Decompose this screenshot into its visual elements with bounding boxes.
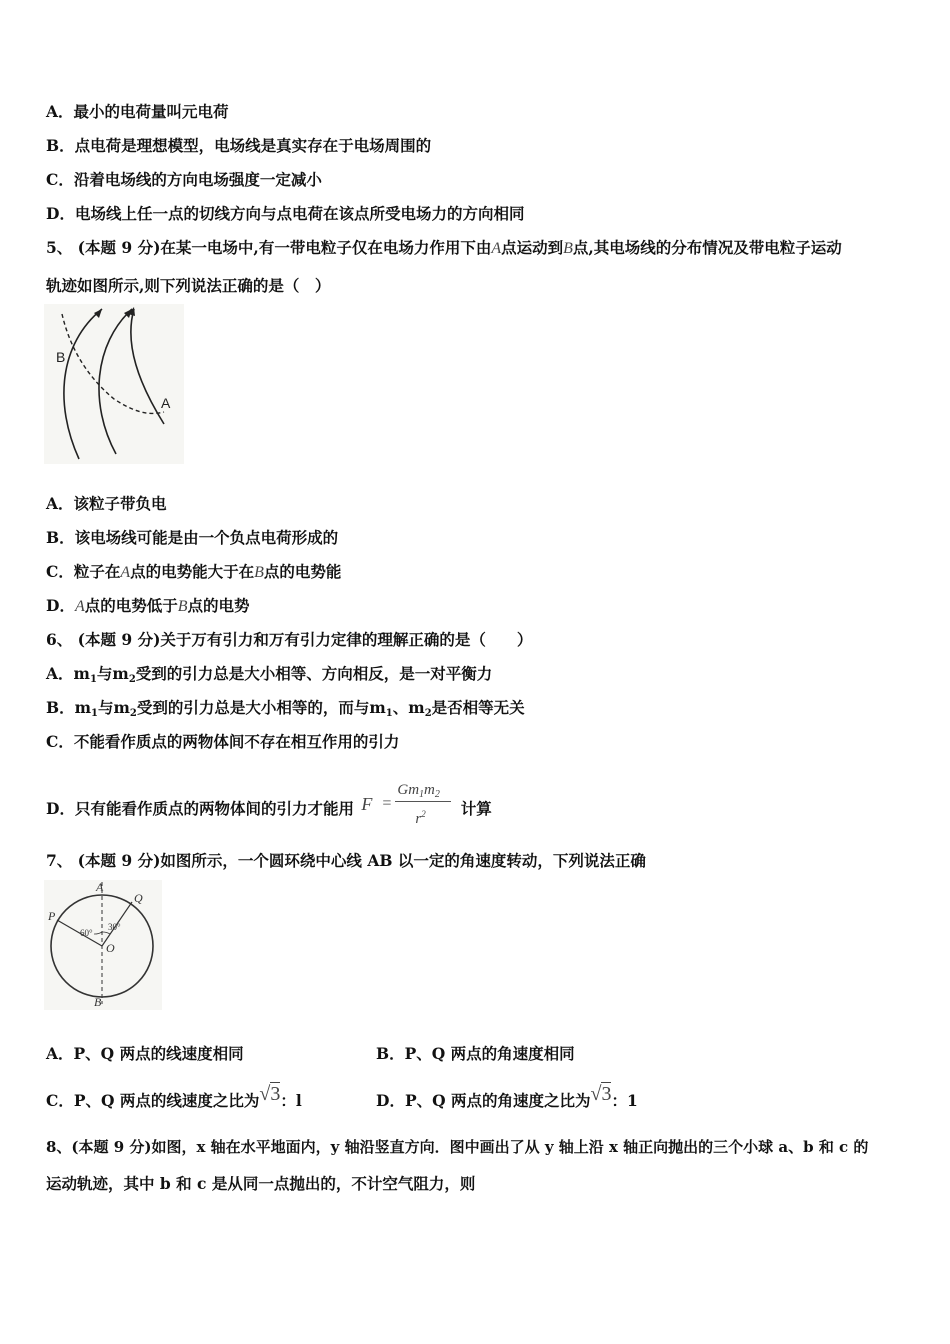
- m: m: [112, 664, 129, 683]
- formula-eq: =: [381, 795, 393, 812]
- rotating-ring-figure: [44, 880, 162, 1010]
- q7-d-part: ：1: [611, 1091, 638, 1110]
- q5-option-b: B．该电场线可能是由一个负点电荷形成的: [46, 528, 339, 547]
- sub-1: 1: [89, 674, 97, 685]
- fig-label-p: P: [48, 909, 56, 923]
- q5-option-c: [46, 562, 341, 583]
- q6-stem: 6、 (本题 9 分)关于万有引力和万有引力定律的理解正确的是（ ）: [46, 630, 533, 649]
- radicand: 3: [601, 1083, 612, 1105]
- q5-stem-line-1: [46, 238, 842, 259]
- q6-a-prefix: A．: [46, 664, 74, 683]
- q5-stem-part: 点运动到: [501, 238, 564, 257]
- q6-option-b: [46, 698, 525, 724]
- formula-denominator: [415, 804, 425, 829]
- q5-d-part: 点的电势低于: [84, 596, 178, 615]
- q6-b-prefix: B．: [46, 698, 75, 717]
- num-sub-2: 2: [434, 789, 440, 800]
- q5-c-part: C．粒子在: [46, 562, 121, 581]
- q5-stem-line-2: 轨迹如图所示,则下列说法正确的是（ ）: [46, 276, 331, 295]
- gravitation-formula: [359, 782, 455, 827]
- electric-field-figure: [44, 304, 184, 464]
- radicand: 3: [270, 1083, 281, 1105]
- fig-label-a: A: [96, 880, 104, 894]
- var-a: A: [74, 598, 85, 615]
- var-a: A: [120, 564, 131, 581]
- m: m: [408, 698, 425, 717]
- q5-option-a: A．该粒子带负电: [46, 494, 167, 513]
- sqrt-3: [259, 1083, 280, 1105]
- fig-angle-30: 30°: [108, 922, 121, 932]
- m: m: [113, 698, 130, 717]
- var-b: B: [563, 240, 573, 257]
- q6-a-rest: 受到的引力总是大小相等、方向相反，是一对平衡力: [135, 664, 493, 683]
- q5-c-part: 点的电势能: [263, 562, 342, 581]
- sub-2: 2: [128, 674, 136, 685]
- q7-option-c: [46, 1083, 302, 1111]
- fig-label-o: O: [106, 941, 115, 955]
- q4-option-c: C．沿着电场线的方向电场强度一定减小: [46, 170, 322, 189]
- fig-angle-60: 60°: [80, 928, 93, 938]
- q5-d-part: D．: [46, 596, 75, 615]
- var-a: A: [491, 240, 502, 257]
- den-r: r: [415, 811, 422, 827]
- num-sub-1: 1: [419, 789, 425, 800]
- sqrt-sign: √: [590, 1083, 602, 1105]
- fig-label-a: A: [161, 395, 171, 411]
- q6-sep: 、: [392, 698, 409, 717]
- q5-option-d: [46, 596, 250, 617]
- q5-c-part: 点的电势能大于在: [130, 562, 255, 581]
- q6-d-part: D．只有能看作质点的两物体间的引力才能用: [46, 799, 354, 818]
- q6-option-c: C．不能看作质点的两物体间不存在相互作用的引力: [46, 732, 400, 751]
- q5-stem-part: 点,其电场线的分布情况及带电粒子运动: [572, 238, 842, 257]
- q7-option-a: A．P、Q 两点的线速度相同: [46, 1044, 244, 1063]
- q6-option-a: [46, 664, 492, 690]
- q7-d-part: D．P、Q 两点的角速度之比为: [376, 1091, 591, 1110]
- q7-option-d: [376, 1083, 638, 1111]
- q6-b-end: 是否相等无关: [431, 698, 525, 717]
- q4-option-b: B．点电荷是理想模型，电场线是真实存在于电场周围的: [46, 136, 432, 155]
- sub-2: 2: [424, 708, 432, 719]
- q6-and: 与: [97, 698, 114, 717]
- fig-label-q: Q: [134, 891, 143, 905]
- den-sq: 2: [421, 809, 426, 819]
- q7-stem: 7、 (本题 9 分)如图所示，一个圆环绕中心线 AB 以一定的角速度转动，下列说法正确: [46, 851, 646, 870]
- sub-1: 1: [91, 708, 98, 719]
- q8-stem-line-1: 8、(本题 9 分)如图，x 轴在水平地面内，y 轴沿竖直方向．图中画出了从 y 轴上沿 x 轴正向抛出的三个小球 a、b 和 c 的: [46, 1138, 869, 1156]
- fraction-bar: [395, 801, 451, 802]
- q6-and: 与: [96, 664, 113, 683]
- q5-stem-part: 5、 (本题 9 分)在某一电场中,有一带电粒子仅在电场力作用下由: [46, 238, 492, 257]
- sqrt-sign: √: [259, 1083, 271, 1105]
- q7-c-part: ：l: [280, 1091, 302, 1110]
- m: m: [73, 664, 90, 683]
- q7-option-b: B．P、Q 两点的角速度相同: [376, 1044, 575, 1063]
- var-b: B: [254, 564, 264, 581]
- formula-f: F: [361, 794, 373, 814]
- q4-option-d: D．电场线上任一点的切线方向与点电荷在该点所受电场力的方向相同: [46, 204, 525, 223]
- num-m: m: [424, 782, 435, 798]
- sqrt-3: [591, 1083, 612, 1105]
- q6-b-rest: 受到的引力总是大小相等的，而与: [136, 698, 370, 717]
- q6-option-d: [46, 782, 492, 830]
- q7-c-part: C．P、Q 两点的线速度之比为: [46, 1091, 260, 1110]
- q6-d-part: 计算: [460, 799, 492, 818]
- m: m: [74, 698, 92, 717]
- q8-stem-line-2: 运动轨迹，其中 b 和 c 是从同一点抛出的，不计空气阻力，则: [46, 1174, 476, 1193]
- q5-d-part: 点的电势: [187, 596, 250, 615]
- fig-label-b: B: [94, 995, 102, 1009]
- q4-option-a: A．最小的电荷量叫元电荷: [46, 102, 229, 121]
- fig-label-b: B: [56, 349, 66, 365]
- var-b: B: [177, 598, 188, 615]
- sub-1: 1: [385, 708, 393, 719]
- m: m: [369, 698, 386, 717]
- num-gm: Gm: [397, 782, 420, 798]
- sub-2: 2: [129, 708, 137, 719]
